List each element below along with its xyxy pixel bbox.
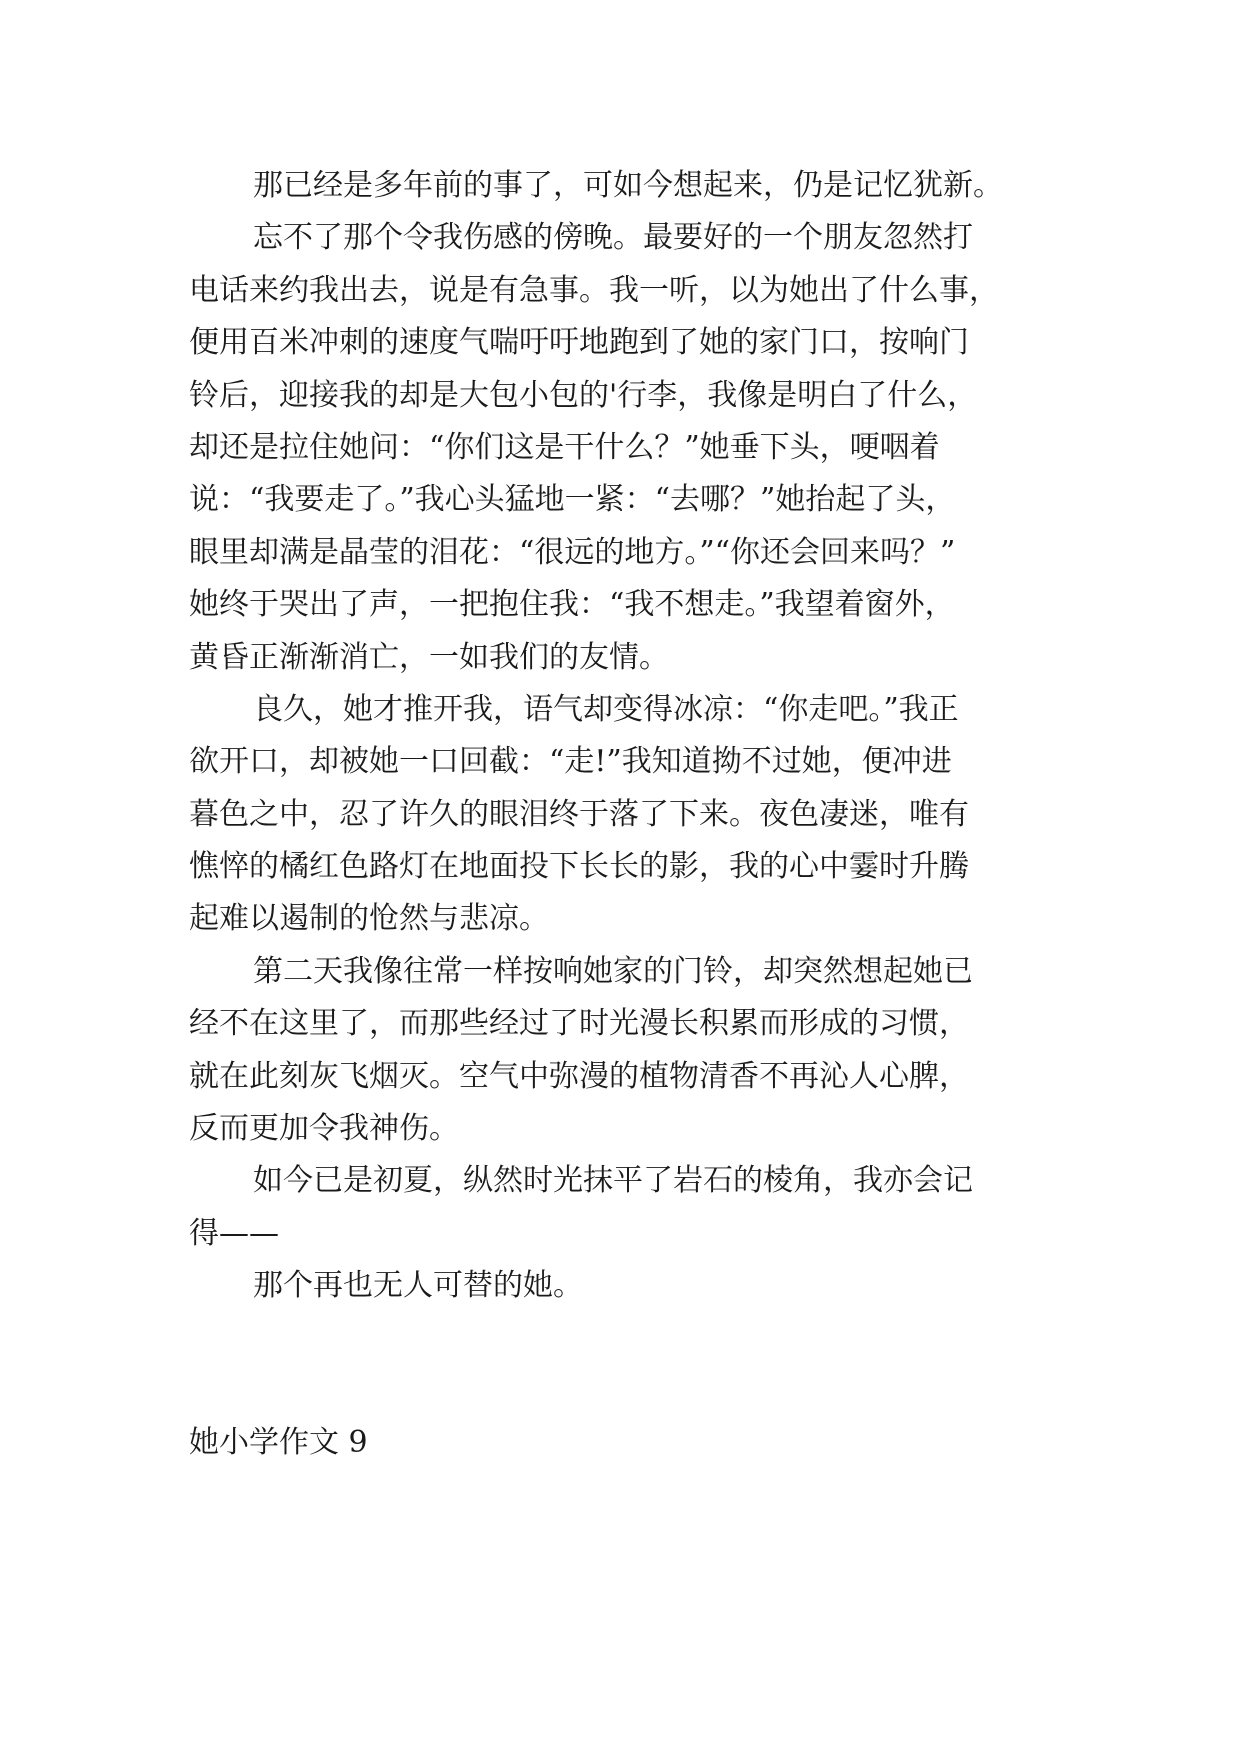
section-heading: 她小学作文 9: [189, 1424, 368, 1460]
paragraph-1: [189, 160, 1069, 212]
essay-body: [189, 160, 1069, 1469]
paragraph-line: 说：“我要走了。”我心头猛地一紧：“去哪？”她抬起了头，: [189, 482, 956, 518]
paragraph-2: [189, 212, 1069, 684]
paragraph-line: 反而更加令我神伤。: [189, 1111, 459, 1147]
paragraph-line: 铃后，迎接我的却是大包小包的'行李，我像是明白了什么，: [189, 377, 978, 413]
paragraph-line: 第二天我像往常一样按响她家的门铃，却突然想起她已: [253, 953, 973, 989]
paragraph-line: 良久，她才推开我，语气却变得冰凉：“你走吧。”我正: [253, 691, 959, 727]
paragraph-line: 就在此刻灰飞烟灭。空气中弥漫的植物清香不再沁人心脾，: [189, 1058, 969, 1094]
paragraph-line: 经不在这里了，而那些经过了时光漫长积累而形成的习惯，: [189, 1006, 969, 1042]
paragraph-line: 欲开口，却被她一口回截：“走!”我知道拗不过她，便冲进: [189, 744, 952, 780]
paragraph-line: 便用百米冲刺的速度气喘吁吁地跑到了她的家门口，按响门: [189, 325, 969, 361]
paragraph-line: 她终于哭出了声，一把抱住我：“我不想走。”我望着窗外，: [189, 587, 955, 623]
paragraph-line: 那已经是多年前的事了，可如今想起来，仍是记忆犹新。: [253, 168, 1003, 203]
paragraph-5: [189, 1155, 1069, 1260]
paragraph-line: 暮色之中，忍了许久的眼泪终于落了下来。夜色凄迷，唯有: [189, 796, 969, 832]
paragraph-line: 却还是拉住她问：“你们这是干什么？”她垂下头，哽咽着: [189, 429, 940, 465]
paragraph-line: 眼里却满是晶莹的泪花：“很远的地方。”“你还会回来吗？”: [189, 534, 956, 570]
paragraph-line: 如今已是初夏，纵然时光抹平了岩石的棱角，我亦会记: [253, 1163, 973, 1199]
paragraph-line: 憔悴的橘红色路灯在地面投下长长的影，我的心中霎时升腾: [189, 849, 969, 885]
paragraph-line: 那个再也无人可替的她。: [253, 1268, 583, 1304]
paragraph-6: [189, 1260, 1069, 1312]
blank-line: [189, 1313, 1069, 1365]
paragraph-line: 忘不了那个令我伤感的傍晚。最要好的一个朋友忽然打: [253, 220, 973, 256]
paragraph-line: 电话来约我出去，说是有急事。我一听，以为她出了什么事，: [189, 272, 999, 308]
paragraph-line: 得——: [189, 1215, 279, 1251]
paragraph-4: [189, 946, 1069, 1156]
paragraph-line: 起难以遏制的怆然与悲凉。: [189, 901, 549, 937]
paragraph-3: [189, 684, 1069, 946]
paragraph-line: 黄昏正渐渐消亡，一如我们的友情。: [189, 639, 669, 675]
